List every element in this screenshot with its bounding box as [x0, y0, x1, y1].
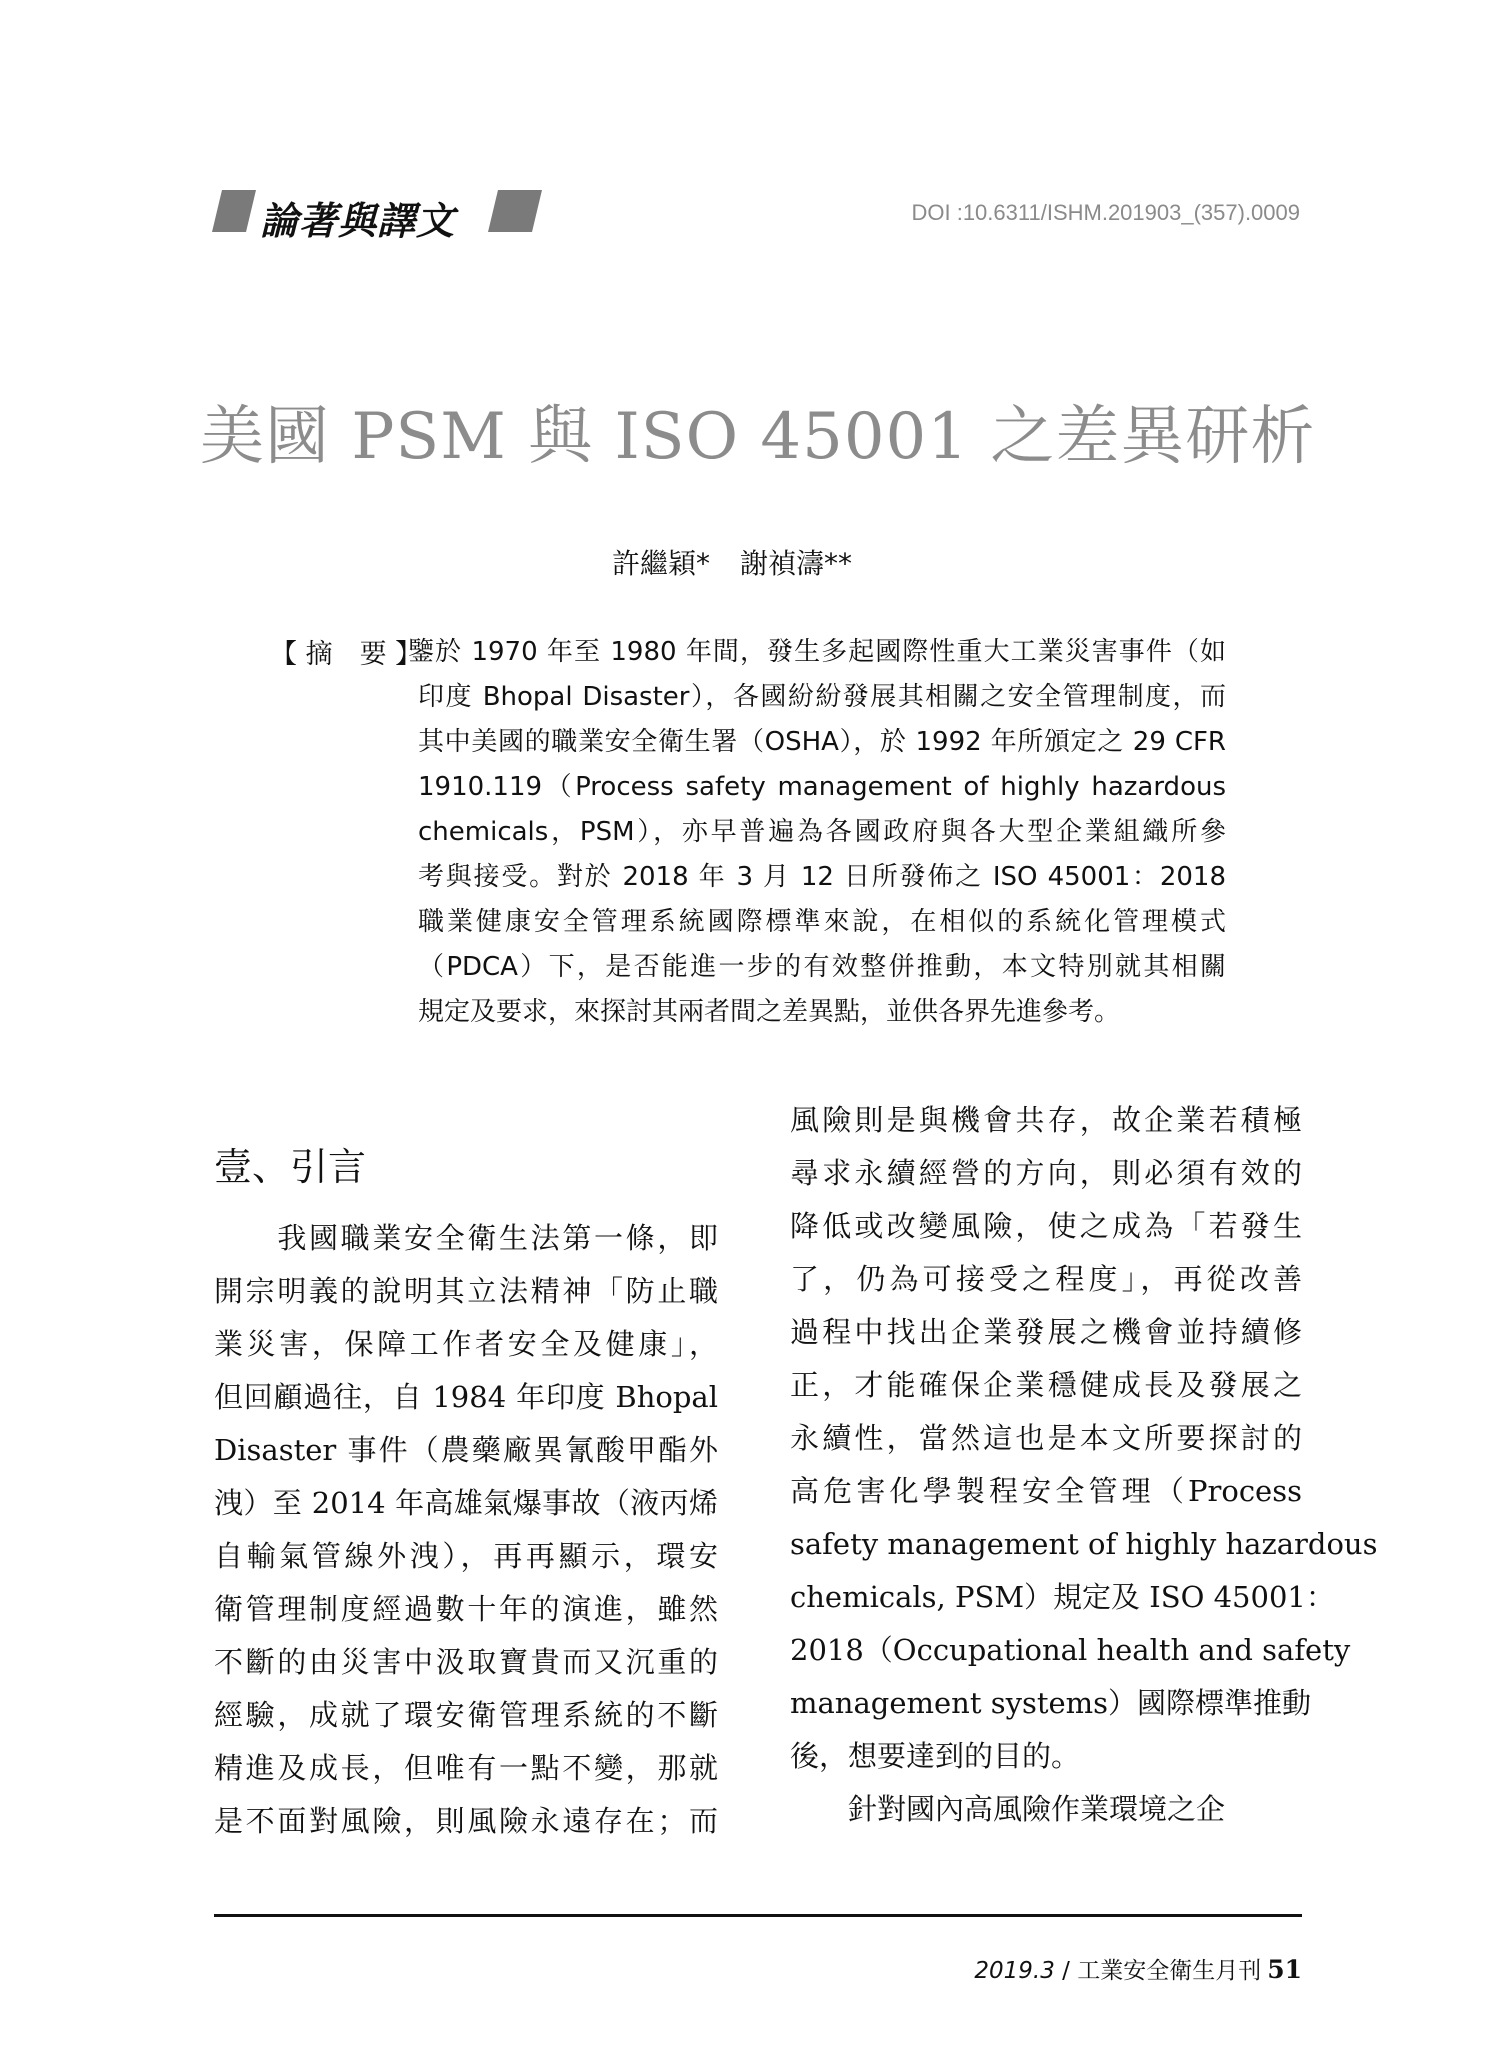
- body-line: 開宗明義的說明其立法精神「防止職: [214, 1274, 718, 1308]
- body-line: 後，想要達到的目的。: [790, 1739, 1081, 1773]
- abstract-line: 其中美國的職業安全衛生署（OSHA），於 1992 年所頒定之 29 CFR: [418, 727, 1226, 757]
- body-line: safety management of highly hazardous: [790, 1527, 1378, 1561]
- body-line: 衛管理制度經過數十年的演進，雖然: [214, 1592, 718, 1626]
- body-line: 過程中找出企業發展之機會並持續修: [790, 1315, 1302, 1349]
- body-line: 高危害化學製程安全管理（Process: [790, 1474, 1302, 1508]
- body-line: management systems）國際標準推動: [790, 1686, 1312, 1720]
- abstract-line: 1910.119（Process safety management of highly hazardous: [418, 772, 1226, 802]
- abstract-line: 印度 Bhopal Disaster），各國紛紛發展其相關之安全管理制度，而: [418, 682, 1226, 712]
- body-line: 但回顧過往，自 1984 年印度 Bhopal: [214, 1380, 718, 1414]
- section-label: 論著與譯文: [260, 199, 456, 243]
- abstract-line: chemicals，PSM），亦早普遍為各國政府與各大型企業組織所參: [418, 817, 1226, 847]
- abstract-line: 鑒於 1970 年至 1980 年間，發生多起國際性重大工業災害事件（如: [408, 637, 1226, 667]
- body-line: 精進及成長，但唯有一點不變，那就: [214, 1751, 718, 1785]
- body-line: 經驗，成就了環安衛管理系統的不斷: [214, 1698, 718, 1732]
- body-line: Disaster 事件（農藥廠異氰酸甲酯外: [214, 1433, 718, 1467]
- article-title: 美國 PSM 與 ISO 45001 之差異研析: [200, 400, 1316, 474]
- body-column-left: [214, 1212, 718, 1848]
- section-banner: [212, 186, 542, 243]
- body-line: 是不面對風險，則風險永遠存在；而: [214, 1804, 718, 1838]
- body-line: 業災害，保障工作者安全及健康」，: [214, 1327, 718, 1361]
- issue-date: 2019.3: [974, 1958, 1055, 1984]
- footer-rule: [214, 1914, 1302, 1917]
- body-line: 不斷的由災害中汲取寶貴而又沉重的: [214, 1645, 718, 1679]
- body-line: 降低或改變風險，使之成為「若發生: [790, 1209, 1302, 1243]
- author-name: 許繼穎*: [612, 547, 711, 580]
- footer-separator: /: [1054, 1958, 1078, 1984]
- body-column-right: [790, 1094, 1378, 1836]
- body-line: 2018（Occupational health and safety: [790, 1633, 1351, 1667]
- body-line: 永續性，當然這也是本文所要探討的: [790, 1421, 1302, 1455]
- body-line: chemicals, PSM）規定及 ISO 45001：: [790, 1580, 1335, 1614]
- page-number: 51: [1267, 1955, 1302, 1984]
- body-line: 風險則是與機會共存，故企業若積極: [790, 1103, 1302, 1137]
- doi-text: DOI :10.6311/ISHM.201903_(357).0009: [911, 200, 1300, 225]
- abstract-body: [408, 630, 1226, 1035]
- page-footer: [974, 1952, 1302, 1985]
- abstract-line: 考與接受。對於 2018 年 3 月 12 日所發佈之 ISO 45001：2018: [418, 862, 1226, 892]
- author-name: 謝禎濤**: [740, 547, 853, 580]
- body-line: 尋求永續經營的方向，則必須有效的: [790, 1156, 1302, 1190]
- abstract-line: （PDCA）下，是否能進一步的有效整併推動，本文特別就其相關: [418, 952, 1226, 982]
- abstract-line: 職業健康安全管理系統國際標準來說，在相似的系統化管理模式: [418, 907, 1226, 937]
- body-line: 針對國內高風險作業環境之企: [790, 1792, 1226, 1826]
- body-line: 自輸氣管線外洩），再再顯示，環安: [214, 1539, 718, 1573]
- section-heading: 壹、引言: [214, 1145, 367, 1189]
- body-line: 我國職業安全衛生法第一條，即: [214, 1221, 718, 1255]
- body-line: 了，仍為可接受之程度」，再從改善: [790, 1262, 1302, 1296]
- author-list: [612, 542, 852, 582]
- body-line: 正，才能確保企業穩健成長及發展之: [790, 1368, 1302, 1402]
- abstract-label: 【 摘 要 】: [270, 639, 423, 670]
- journal-name: 工業安全衛生月刊: [1077, 1958, 1262, 1984]
- body-line: 洩）至 2014 年高雄氣爆事故（液丙烯: [214, 1486, 718, 1520]
- abstract-line: 規定及要求，來探討其兩者間之差異點，並供各界先進參考。: [418, 997, 1121, 1027]
